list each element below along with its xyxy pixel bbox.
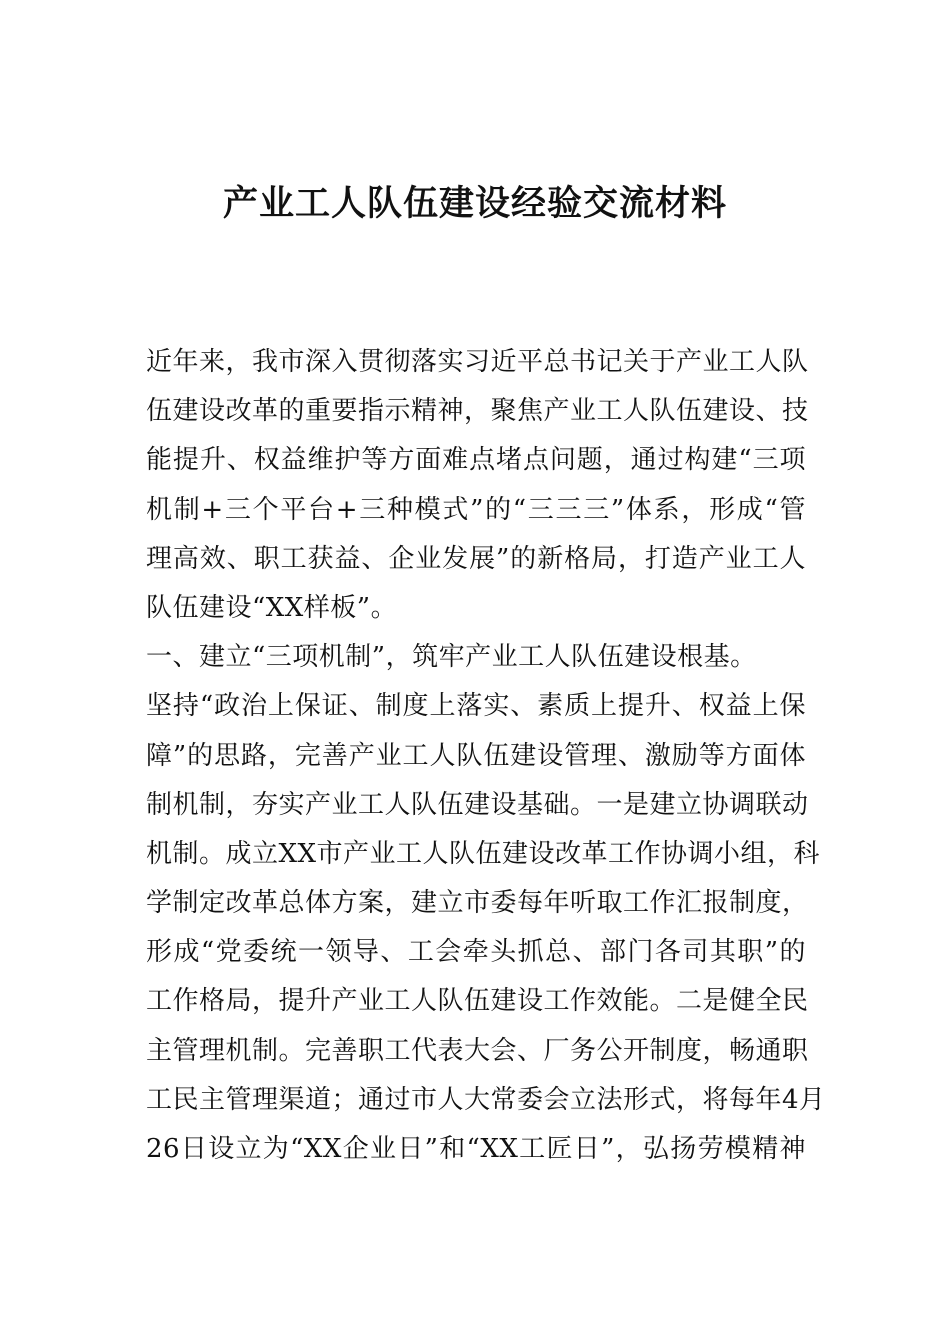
body-line: 能提升、权益维护等方面难点堵点问题，通过构建“三项 [146, 445, 806, 476]
body-line: 形成“党委统一领导、工会牵头抓总、部门各司其职”的 [146, 937, 806, 968]
body-line: 制机制，夯实产业工人队伍建设基础。一是建立协调联动 [146, 789, 809, 820]
body-line: 主管理机制。完善职工代表大会、厂务公开制度，畅通职 [146, 1035, 809, 1066]
body-line: 学制定改革总体方案，建立市委每年听取工作汇报制度， [146, 888, 809, 919]
body-line: 26日设立为“XX企业日”和“XX工匠日”，弘扬劳模精神 [146, 1134, 806, 1164]
body-line: 工民主管理渠道；通过市人大常委会立法形式，将每年4月 [146, 1084, 826, 1115]
body-line: 机制。成立XX市产业工人队伍建设改革工作协调小组，科 [146, 838, 821, 869]
body-line: 队伍建设“XX样板”。 [146, 592, 398, 623]
body-line: 工作格局，提升产业工人队伍建设工作效能。二是健全民 [146, 986, 809, 1017]
body-line: 理高效、职工获益、企业发展”的新格局，打造产业工人 [146, 543, 806, 574]
body-line: 伍建设改革的重要指示精神，聚焦产业工人队伍建设、技 [146, 396, 809, 427]
body-line: 机制+三个平台+三种模式”的“三三三”体系，形成“管 [146, 494, 806, 525]
document-body [146, 338, 826, 1174]
body-line: 坚持“政治上保证、制度上落实、素质上提升、权益上保 [146, 691, 806, 722]
section-heading: 一、建立“三项机制”，筑牢产业工人队伍建设根基。 [146, 642, 757, 673]
body-line: 近年来，我市深入贯彻落实习近平总书记关于产业工人队 [146, 347, 809, 377]
document-title: 产业工人队伍建设经验交流材料 [222, 183, 727, 224]
body-line: 障”的思路，完善产业工人队伍建设管理、激励等方面体 [146, 740, 806, 771]
